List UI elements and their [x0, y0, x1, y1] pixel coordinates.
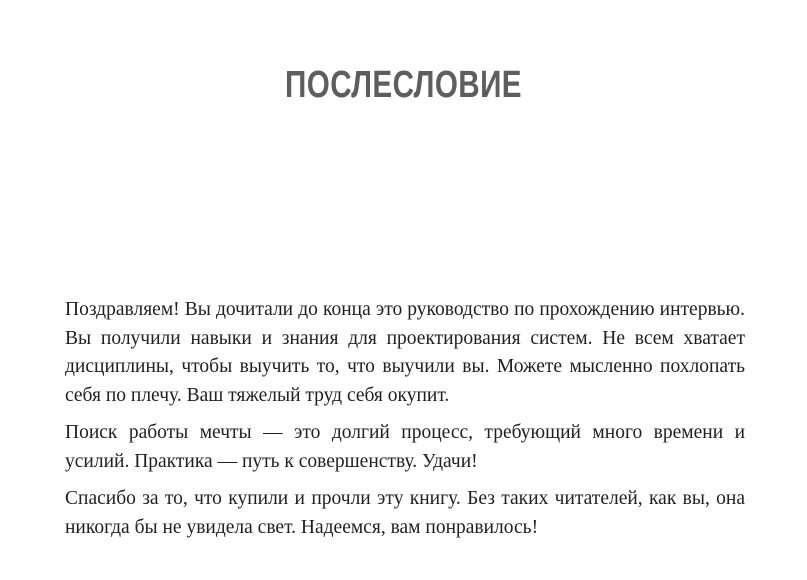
body-text [65, 296, 745, 551]
chapter-heading: ПОСЛЕСЛОВИЕ [285, 64, 522, 106]
paragraph-thanks: Спасибо за то, что купили и прочли эту книгу. Без таких читателей, как вы, она никогда бы не увидела свет. Надеемся, вам понравилось! [65, 488, 745, 538]
paragraph-job-search: Поиск работы мечты — это долгий процесс, требующий много времени и усилий. Практика — путь к совершенству. Удачи! [65, 422, 745, 472]
paragraph-congratulations: Поздравляем! Вы дочитали до конца это руководство по прохождению интервью. Вы получили навыки и знания для проектирования систем. Не всем хватает дисциплины, чтобы выучить то, что выучили вы. Можете мысленно похлопать себя по плечу. Ваш тяжелый труд себя окупит. [65, 299, 745, 406]
